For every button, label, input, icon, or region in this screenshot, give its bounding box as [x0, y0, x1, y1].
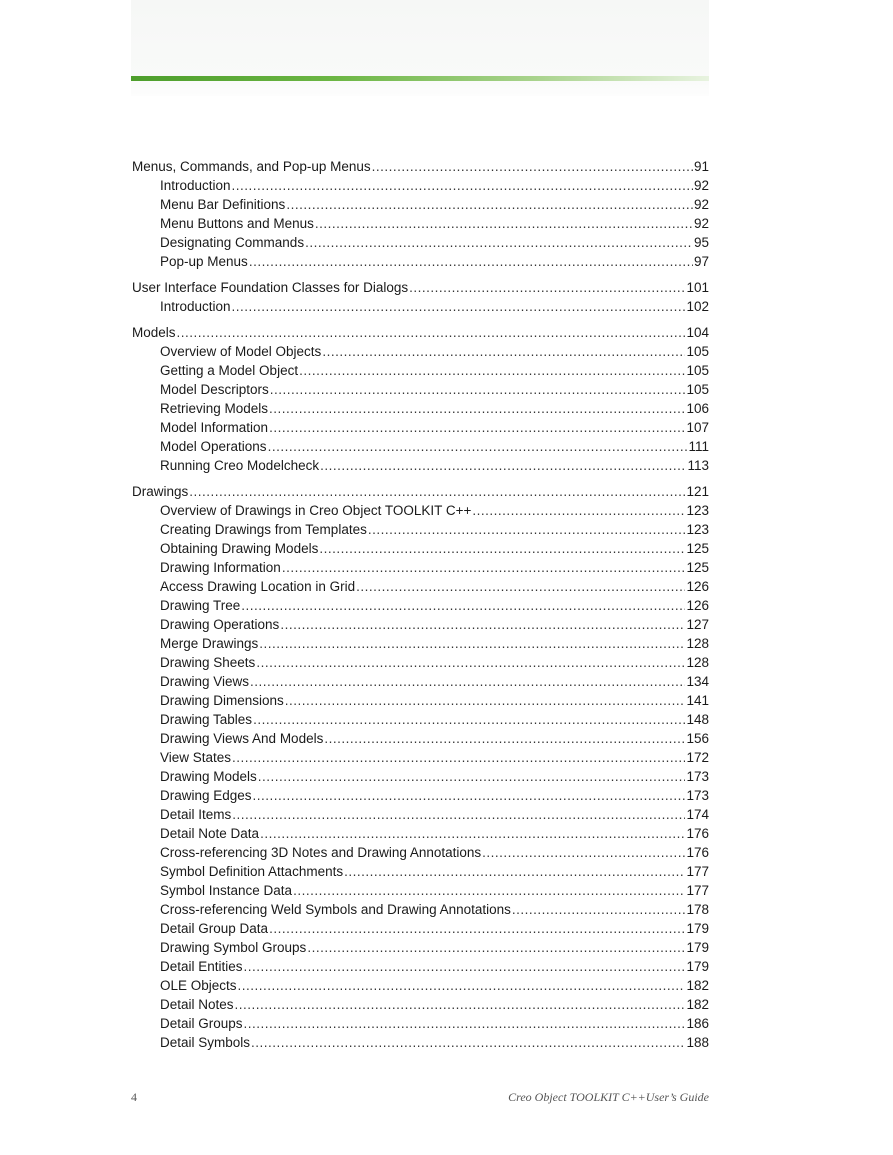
toc-subentry[interactable] — [132, 767, 709, 786]
toc-subentry[interactable] — [132, 558, 709, 577]
toc-page-number: 121 — [686, 484, 709, 499]
dot-leader — [280, 615, 685, 634]
toc-subentry-title: Drawing Tree — [160, 598, 241, 613]
toc-section — [132, 157, 709, 271]
toc-subentry[interactable] — [132, 577, 709, 596]
dot-leader — [253, 786, 686, 805]
toc-subentry[interactable] — [132, 672, 709, 691]
toc-subentry-title: Drawing Dimensions — [160, 693, 284, 708]
dot-leader — [356, 577, 685, 596]
dot-leader — [285, 691, 686, 710]
toc-page-number: 125 — [686, 541, 709, 556]
toc-subentry-title: Drawing Models — [160, 769, 257, 784]
dot-leader — [232, 176, 693, 195]
footer-page-number: 4 — [131, 1090, 137, 1104]
toc-page-number: 173 — [686, 788, 709, 803]
toc-page-number: 123 — [686, 522, 709, 537]
toc-subentry-title: Detail Note Data — [160, 826, 260, 841]
toc-chapter-title: Menus, Commands, and Pop-up Menus — [132, 159, 371, 174]
toc-page-number: 176 — [686, 845, 709, 860]
toc-page-number: 188 — [686, 1035, 709, 1050]
toc-page-number: 92 — [693, 197, 709, 212]
toc-subentry[interactable] — [132, 380, 709, 399]
toc-subentry-title: Drawing Views And Models — [160, 731, 324, 746]
toc-page-number: 179 — [686, 959, 709, 974]
header-band — [131, 0, 709, 96]
dot-leader — [472, 501, 685, 520]
toc-page-number: 105 — [686, 363, 709, 378]
toc-page-number: 104 — [686, 325, 709, 340]
toc-subentry[interactable] — [132, 995, 709, 1014]
dot-leader — [177, 323, 686, 342]
toc-subentry[interactable] — [132, 342, 709, 361]
toc-subentry-title: Drawing Edges — [160, 788, 252, 803]
toc-subentry[interactable] — [132, 437, 709, 456]
toc-chapter-title: User Interface Foundation Classes for Dialogs — [132, 280, 409, 295]
toc-subentry[interactable] — [132, 957, 709, 976]
dot-leader — [286, 195, 693, 214]
toc-subentry-title: Detail Symbols — [160, 1035, 251, 1050]
dot-leader — [512, 900, 686, 919]
toc-chapter-title: Drawings — [132, 484, 189, 499]
toc-chapter-entry[interactable] — [132, 278, 709, 297]
dot-leader — [315, 214, 693, 233]
toc-subentry-title: View States — [160, 750, 232, 765]
toc-page-number: 97 — [693, 254, 709, 269]
toc-subentry[interactable] — [132, 176, 709, 195]
toc-subentry[interactable] — [132, 634, 709, 653]
dot-leader — [232, 297, 686, 316]
toc-subentry[interactable] — [132, 456, 709, 475]
toc-page-number: 123 — [686, 503, 709, 518]
toc-chapter-entry[interactable] — [132, 157, 709, 176]
dot-leader — [307, 938, 685, 957]
toc-subentry[interactable] — [132, 862, 709, 881]
toc-subentry-title: Drawing Sheets — [160, 655, 256, 670]
dot-leader — [322, 342, 685, 361]
footer-book-title: Creo Object TOOLKIT C++User’s Guide — [508, 1090, 709, 1104]
toc-page-number: 134 — [686, 674, 709, 689]
dot-leader — [269, 919, 685, 938]
toc-subentry[interactable] — [132, 214, 709, 233]
toc-page-number: 105 — [686, 344, 709, 359]
toc-subentry-title: Drawing Operations — [160, 617, 280, 632]
toc-subentry-title: Detail Entities — [160, 959, 243, 974]
toc-subentry-title: Retrieving Models — [160, 401, 269, 416]
toc-page-number: 182 — [686, 978, 709, 993]
dot-leader — [299, 361, 685, 380]
toc-page-number: 178 — [686, 902, 709, 917]
toc-subentry[interactable] — [132, 1014, 709, 1033]
toc-page-number: 105 — [686, 382, 709, 397]
toc-page-number: 156 — [686, 731, 709, 746]
toc-subentry[interactable] — [132, 691, 709, 710]
toc-subentry-title: Overview of Drawings in Creo Object TOOLKIT C++ — [160, 503, 472, 518]
toc-subentry[interactable] — [132, 418, 709, 437]
dot-leader — [344, 862, 685, 881]
toc-subentry-title: Obtaining Drawing Models — [160, 541, 319, 556]
dot-leader — [409, 278, 685, 297]
toc-page-number: 102 — [686, 299, 709, 314]
toc-page-number: 174 — [686, 807, 709, 822]
toc-subentry-title: Merge Drawings — [160, 636, 259, 651]
toc-subentry[interactable] — [132, 843, 709, 862]
toc-subentry-title: Symbol Instance Data — [160, 883, 293, 898]
dot-leader — [244, 957, 686, 976]
dot-leader — [253, 710, 685, 729]
dot-leader — [256, 653, 685, 672]
toc-subentry-title: Pop-up Menus — [160, 254, 248, 269]
toc-subentry-title: Symbol Definition Attachments — [160, 864, 344, 879]
toc-page-number: 148 — [686, 712, 709, 727]
dot-leader — [241, 596, 685, 615]
toc-subentry[interactable] — [132, 297, 709, 316]
toc-page-number: 127 — [686, 617, 709, 632]
toc-subentry[interactable] — [132, 900, 709, 919]
toc-page-number: 172 — [686, 750, 709, 765]
toc-page-number: 107 — [686, 420, 709, 435]
toc-subentry[interactable] — [132, 938, 709, 957]
toc-subentry[interactable] — [132, 710, 709, 729]
toc-page-number: 186 — [686, 1016, 709, 1031]
toc-subentry-title: Designating Commands — [160, 235, 305, 250]
toc-page-number: 141 — [686, 693, 709, 708]
table-of-contents — [132, 157, 709, 1059]
toc-subentry-title: Menu Bar Definitions — [160, 197, 286, 212]
toc-subentry[interactable] — [132, 539, 709, 558]
toc-section — [132, 482, 709, 1052]
toc-subentry[interactable] — [132, 252, 709, 271]
toc-subentry[interactable] — [132, 976, 709, 995]
toc-subentry[interactable] — [132, 919, 709, 938]
toc-subentry-title: Drawing Information — [160, 560, 281, 575]
dot-leader — [232, 748, 685, 767]
toc-subentry-title: Cross-referencing 3D Notes and Drawing Annotations — [160, 845, 482, 860]
toc-section — [132, 278, 709, 316]
toc-subentry-title: Overview of Model Objects — [160, 344, 322, 359]
toc-subentry-title: Drawing Symbol Groups — [160, 940, 307, 955]
dot-leader — [251, 1033, 685, 1052]
dot-leader — [368, 520, 686, 539]
toc-chapter-title: Models — [132, 325, 176, 340]
dot-leader — [293, 881, 685, 900]
toc-subentry-title: Introduction — [160, 178, 231, 193]
dot-leader — [282, 558, 686, 577]
toc-subentry-title: Detail Items — [160, 807, 232, 822]
toc-subentry-title: Cross-referencing Weld Symbols and Drawing Annotations — [160, 902, 511, 917]
toc-subentry[interactable] — [132, 786, 709, 805]
toc-subentry-title: Model Information — [160, 420, 269, 435]
toc-subentry[interactable] — [132, 361, 709, 380]
toc-page-number: 92 — [693, 216, 709, 231]
toc-section — [132, 323, 709, 475]
header-green-rule — [131, 76, 709, 81]
toc-page-number: 101 — [686, 280, 709, 295]
toc-subentry-title: Detail Notes — [160, 997, 234, 1012]
toc-page-number: 111 — [688, 439, 709, 454]
dot-leader — [305, 233, 693, 252]
toc-chapter-entry[interactable] — [132, 482, 709, 501]
toc-subentry[interactable] — [132, 824, 709, 843]
toc-subentry-title: Menu Buttons and Menus — [160, 216, 314, 231]
toc-subentry[interactable] — [132, 399, 709, 418]
toc-subentry-title: Creating Drawings from Templates — [160, 522, 367, 537]
toc-subentry-title: Running Creo Modelcheck — [160, 458, 320, 473]
dot-leader — [482, 843, 685, 862]
toc-subentry[interactable] — [132, 729, 709, 748]
toc-subentry-title: Model Descriptors — [160, 382, 269, 397]
toc-subentry[interactable] — [132, 1033, 709, 1052]
dot-leader — [250, 672, 685, 691]
dot-leader — [270, 380, 686, 399]
dot-leader — [324, 729, 685, 748]
dot-leader — [268, 437, 688, 456]
toc-page-number: 91 — [693, 159, 709, 174]
dot-leader — [269, 399, 685, 418]
toc-subentry-title: Introduction — [160, 299, 231, 314]
dot-leader — [320, 456, 686, 475]
toc-page-number: 125 — [686, 560, 709, 575]
toc-subentry-title: Model Operations — [160, 439, 267, 454]
dot-leader — [372, 157, 693, 176]
toc-subentry[interactable] — [132, 748, 709, 767]
toc-subentry[interactable] — [132, 653, 709, 672]
toc-page-number: 182 — [686, 997, 709, 1012]
toc-subentry-title: Detail Groups — [160, 1016, 243, 1031]
dot-leader — [232, 805, 685, 824]
dot-leader — [258, 767, 686, 786]
toc-page-number: 128 — [686, 655, 709, 670]
dot-leader — [244, 1014, 686, 1033]
toc-subentry-title: Getting a Model Object — [160, 363, 299, 378]
dot-leader — [189, 482, 685, 501]
toc-subentry-title: Drawing Views — [160, 674, 250, 689]
dot-leader — [249, 252, 693, 271]
toc-page-number: 128 — [686, 636, 709, 651]
toc-subentry-title: Detail Group Data — [160, 921, 269, 936]
toc-page-number: 177 — [686, 883, 709, 898]
toc-page-number: 106 — [686, 401, 709, 416]
toc-subentry-title: Drawing Tables — [160, 712, 253, 727]
toc-subentry[interactable] — [132, 805, 709, 824]
toc-page-number: 92 — [693, 178, 709, 193]
toc-page-number: 176 — [686, 826, 709, 841]
toc-subentry[interactable] — [132, 195, 709, 214]
dot-leader — [235, 995, 686, 1014]
toc-page-number: 179 — [686, 940, 709, 955]
dot-leader — [260, 824, 685, 843]
toc-subentry[interactable] — [132, 596, 709, 615]
toc-chapter-entry[interactable] — [132, 323, 709, 342]
toc-page-number: 173 — [686, 769, 709, 784]
toc-subentry-title: Access Drawing Location in Grid — [160, 579, 356, 594]
toc-page-number: 179 — [686, 921, 709, 936]
toc-page-number: 113 — [687, 458, 709, 473]
toc-subentry[interactable] — [132, 881, 709, 900]
dot-leader — [259, 634, 685, 653]
toc-page-number: 126 — [686, 598, 709, 613]
toc-subentry[interactable] — [132, 520, 709, 539]
toc-subentry[interactable] — [132, 615, 709, 634]
dot-leader — [269, 418, 685, 437]
dot-leader — [238, 976, 686, 995]
toc-subentry-title: OLE Objects — [160, 978, 237, 993]
toc-subentry[interactable] — [132, 233, 709, 252]
toc-page-number: 177 — [686, 864, 709, 879]
dot-leader — [319, 539, 685, 558]
toc-page-number: 95 — [693, 235, 709, 250]
toc-subentry[interactable] — [132, 501, 709, 520]
toc-page-number: 126 — [686, 579, 709, 594]
